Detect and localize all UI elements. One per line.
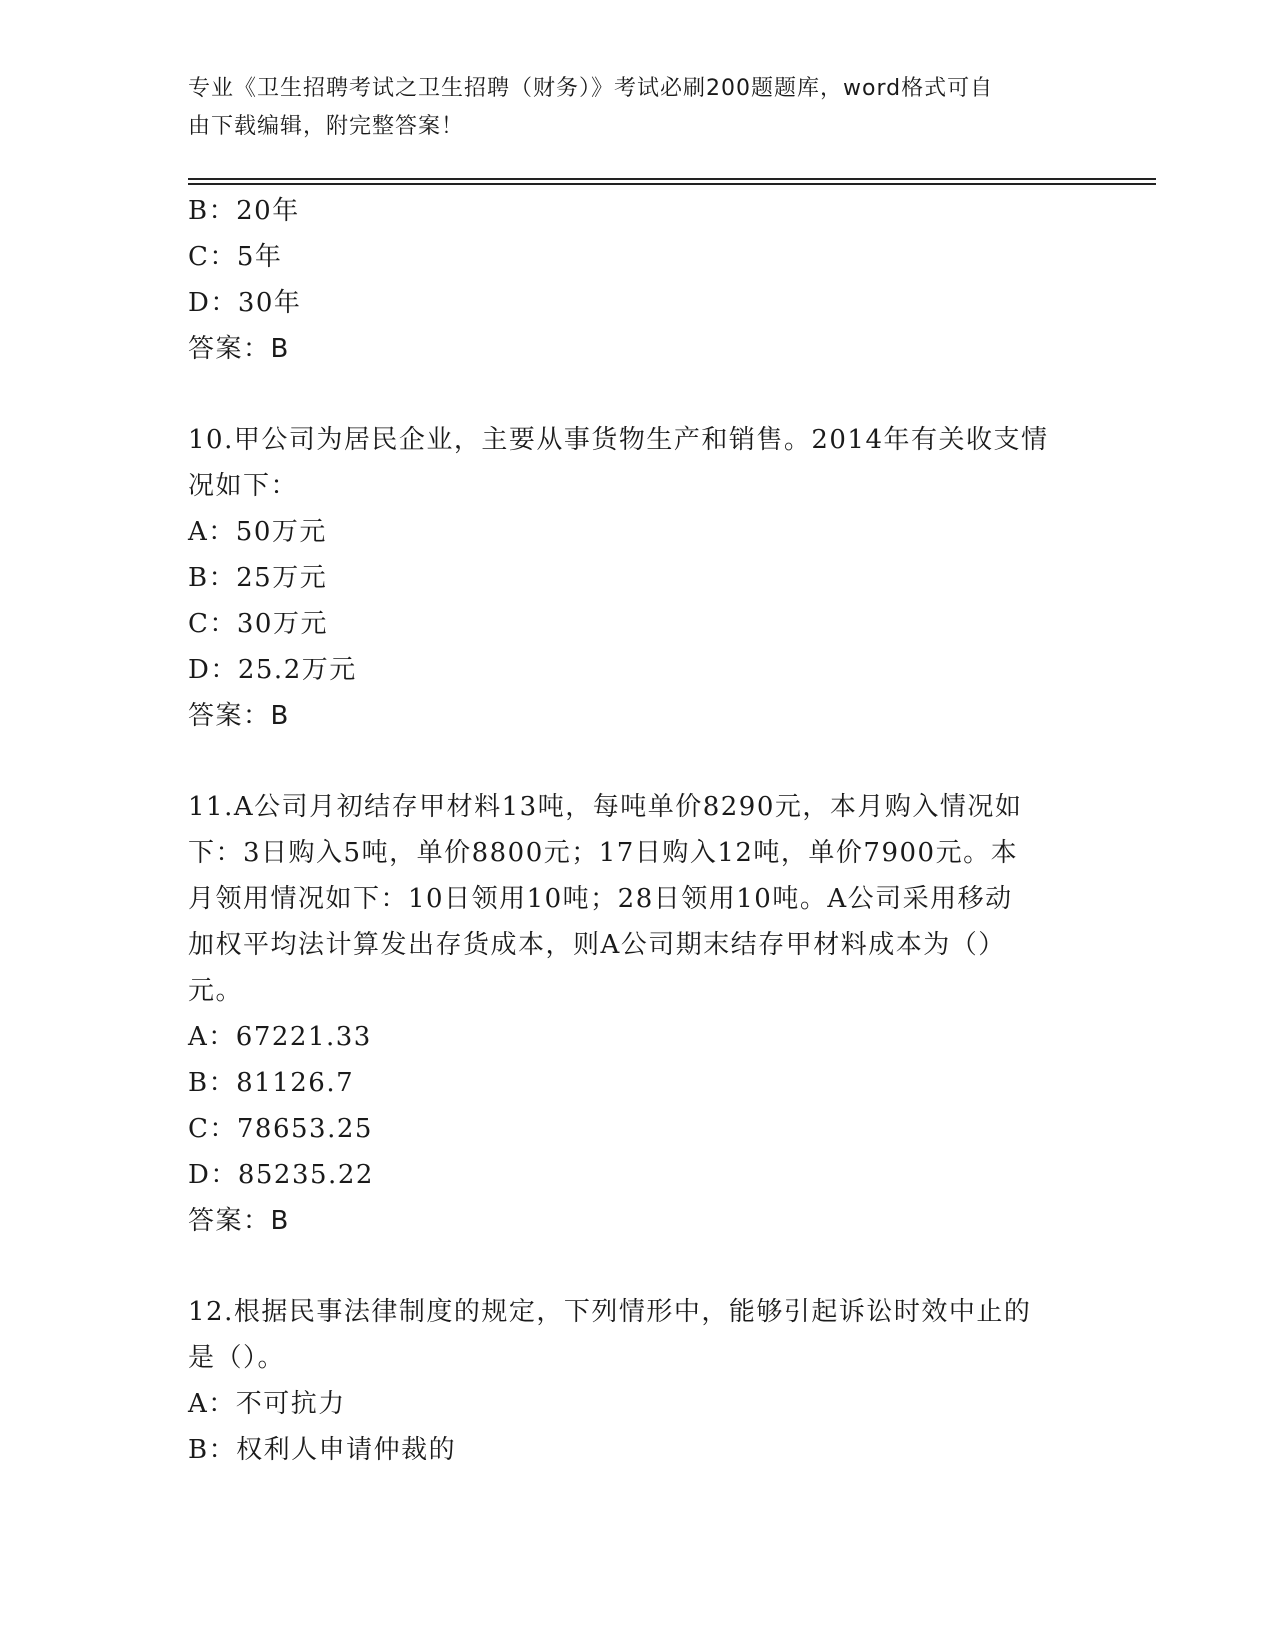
option-d: D：85235.22	[188, 1160, 374, 1190]
question-9	[188, 188, 1088, 372]
header-line-1: 专业《卫生招聘考试之卫生招聘（财务）》考试必刷200题题库，word格式可自	[188, 76, 994, 101]
option-a: A：67221.33	[188, 1022, 372, 1052]
header-divider-top	[188, 178, 1156, 180]
option-c: C：78653.25	[188, 1114, 373, 1144]
option-b: B：权利人申请仲裁的	[188, 1435, 457, 1465]
option-b: B：25万元	[188, 563, 328, 593]
question-stem-line: 是（）。	[188, 1343, 286, 1373]
option-a: A：50万元	[188, 517, 327, 547]
question-10	[188, 417, 1088, 739]
answer-line: 答案：B	[188, 334, 290, 364]
option-d: D：30年	[188, 288, 302, 318]
question-11	[188, 784, 1088, 1244]
option-c: C：5年	[188, 242, 283, 272]
option-b: B：81126.7	[188, 1068, 355, 1098]
option-b: B：20年	[188, 196, 300, 226]
question-stem-line: 加权平均法计算发出存货成本，则A公司期末结存甲材料成本为（）	[188, 930, 1006, 960]
answer-line: 答案：B	[188, 1206, 290, 1236]
header-divider-bottom	[188, 183, 1156, 185]
option-a: A：不可抗力	[188, 1389, 346, 1419]
header-line-2: 由下载编辑，附完整答案！	[188, 114, 465, 139]
question-stem-line: 下：3日购入5吨，单价8800元；17日购入12吨，单价7900元。本	[188, 838, 1019, 868]
question-stem-line: 元。	[188, 976, 244, 1006]
question-12	[188, 1289, 1088, 1473]
question-stem-line: 月领用情况如下：10日领用10吨；28日领用10吨。A公司采用移动	[188, 884, 1013, 914]
answer-line: 答案：B	[188, 701, 290, 731]
question-stem-line: 况如下：	[188, 471, 299, 501]
question-list	[188, 188, 1088, 1473]
option-d: D：25.2万元	[188, 655, 357, 685]
question-stem-line: 10.甲公司为居民企业，主要从事货物生产和销售。2014年有关收支情	[188, 425, 1049, 455]
question-stem-line: 12.根据民事法律制度的规定，下列情形中，能够引起诉讼时效中止的	[188, 1297, 1032, 1327]
question-stem-line: 11.A公司月初结存甲材料13吨，每吨单价8290元，本月购入情况如	[188, 792, 1023, 822]
document-header	[188, 70, 1088, 146]
option-c: C：30万元	[188, 609, 328, 639]
